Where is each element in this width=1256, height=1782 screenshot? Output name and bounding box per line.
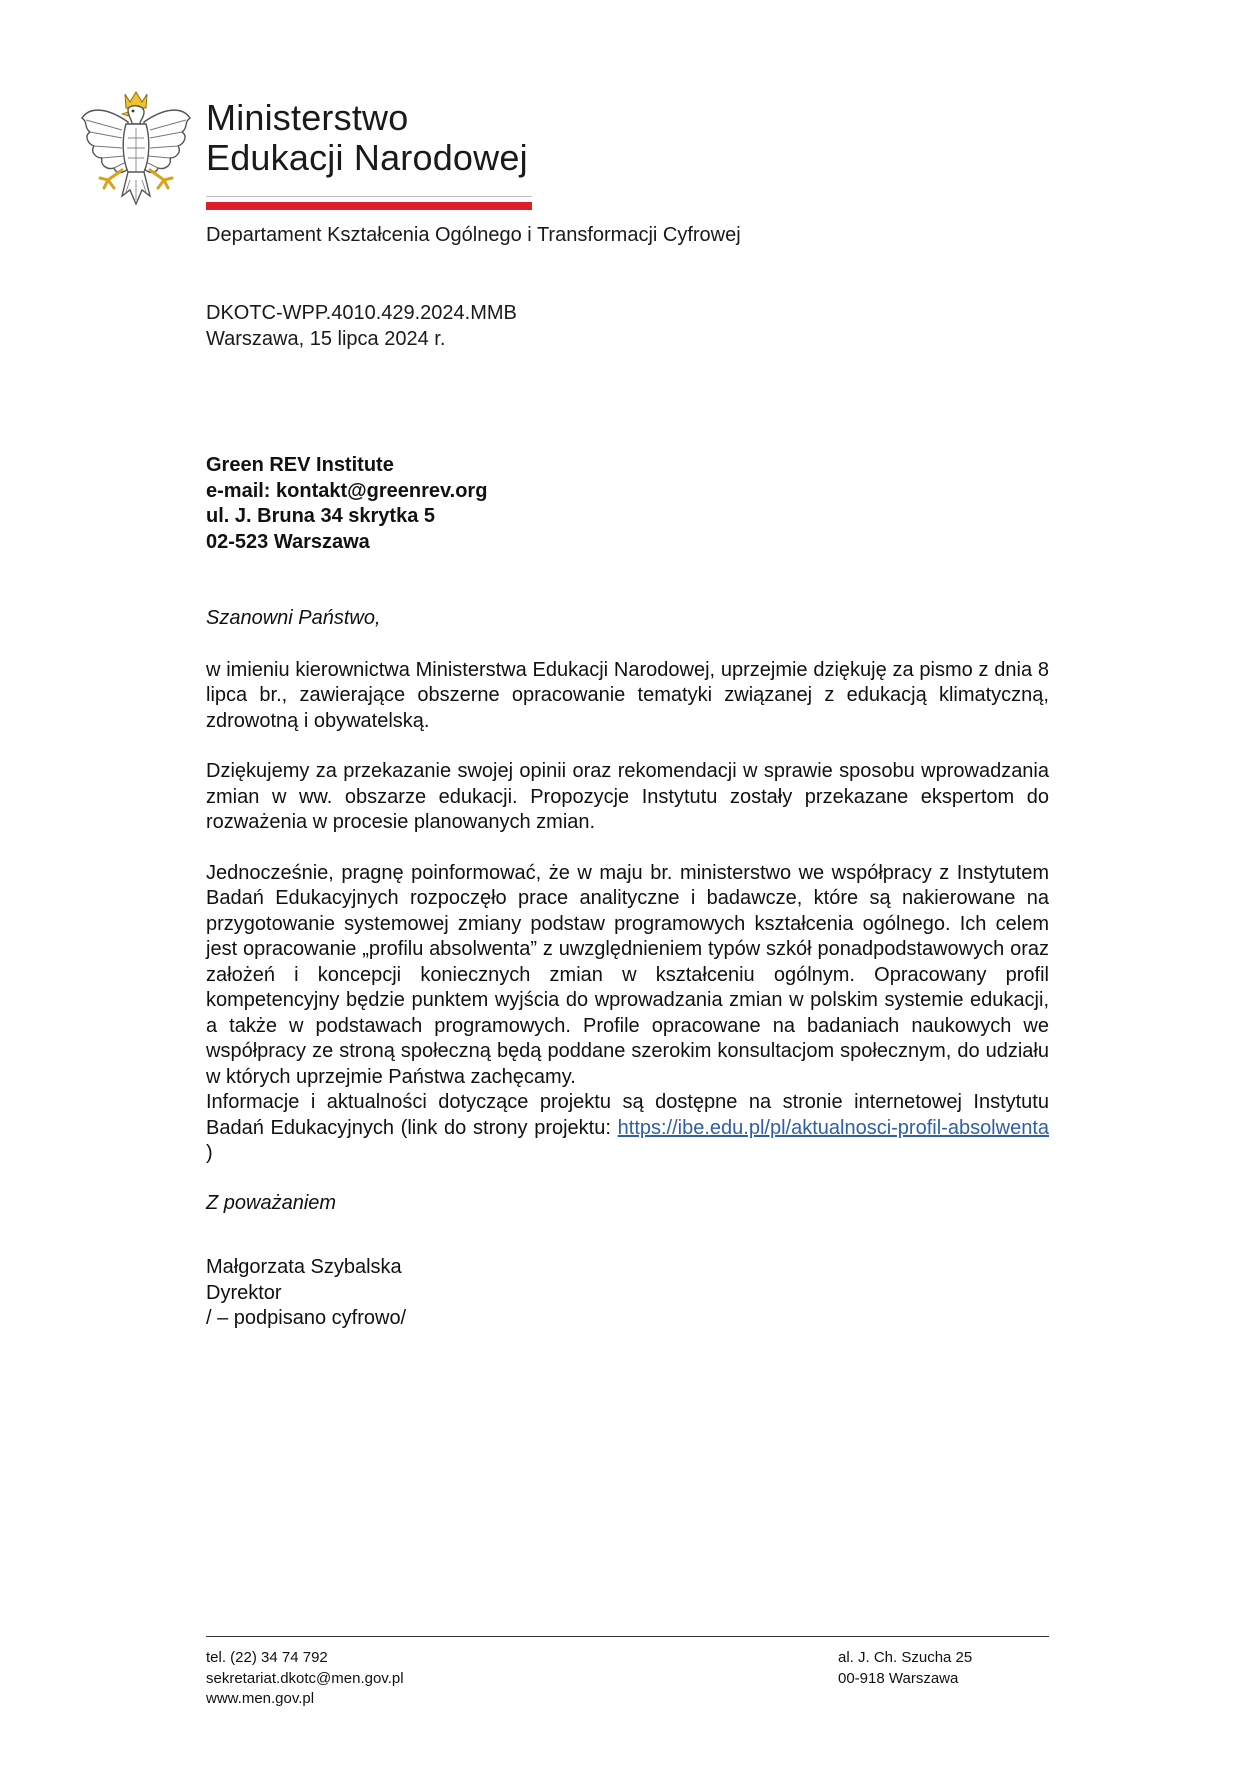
footer-phone: tel. (22) 34 74 792 [206,1649,328,1666]
footer-website[interactable]: www.men.gov.pl [206,1690,315,1707]
project-link[interactable]: https://ibe.edu.pl/pl/aktualnosci-profil-absolwenta [617,1116,1049,1139]
salutation: Szanowni Państwo, [206,607,381,629]
paragraph-1: w imieniu kierownictwa Ministerstwa Edukacji Narodowej, uprzejmie dziękuję za pismo z dnia 8 lipca br., zawierające obszerne opracowanie tematyki związanej z edukacją klimatyczną, zdrowotną i obywatelską. [206,658,1049,732]
paragraph-2: Dziękujemy za przekazanie swojej opinii oraz rekomendacji w sprawie sposobu wprowadzania zmian w ww. obszarze edukacji. Propozycje Instytutu zostały przekazane ekspertom do rozważenia w procesie planowanych zmian. [206,760,1049,833]
paragraph-4 [206,1090,1049,1167]
footer-divider [206,1636,1049,1637]
department-name: Departament Kształcenia Ogólnego i Transformacji Cyfrowej [206,224,741,246]
flag-bar [206,196,532,210]
signature-note: / – podpisano cyfrowo/ [206,1307,407,1329]
addressee-block [206,453,487,555]
addressee-name: Green REV Institute [206,454,394,476]
footer-address-line1: al. J. Ch. Szucha 25 [838,1649,973,1666]
footer-address [838,1648,972,1689]
signature-block [206,1255,406,1332]
footer-address-line2: 00-918 Warszawa [838,1669,959,1687]
footer-contact [206,1648,404,1710]
addressee-email: e-mail: kontakt@greenrev.org [206,479,488,502]
place-date: Warszawa, 15 lipca 2024 r. [206,328,446,350]
flag-bar-red [206,202,532,210]
closing: Z poważaniem [206,1191,337,1214]
signatory-title: Dyrektor [206,1281,282,1304]
reference-number: DKOTC-WPP.4010.429.2024.MMB [206,302,517,324]
footer-email[interactable]: sekretariat.dkotc@men.gov.pl [206,1669,404,1687]
ministry-name [206,98,528,178]
addressee-street: ul. J. Bruna 34 skrytka 5 [206,505,436,527]
letter-body [206,606,1049,1216]
ministry-name-line2: Edukacji Narodowej [206,137,528,178]
ministry-name-line1: Ministerstwo [206,97,409,138]
reference-block [206,300,517,352]
paragraph-4-suffix: ) [206,1142,213,1164]
addressee-city: 02-523 Warszawa [206,530,370,553]
signatory-name: Małgorzata Szybalska [206,1256,402,1278]
paragraph-3: Jednocześnie, pragnę poinformować, że w maju br. ministerstwo we współpracy z Instytutem Badań Edukacyjnych rozpoczęło prace analityczne i badawcze, które są nakierowane na przygotowanie systemowej zmiany podstaw programowych kształcenia ogólnego. Ich celem jest opracowanie „profilu absolwenta” z uwzględnieniem typów szkół ponadpodstawowych oraz założeń i koncepcji koniecznych zmian w kształceniu ogólnym. Opracowany profil kompetencyjny będzie punktem wyjścia do wprowadzania zmian w polskim systemie edukacji, a także w podstawach programowych. Profile opracowane na badaniach naukowych we współpracy ze stroną społeczną będą poddane szerokim konsultacjom społecznym, do udziału w których uprzejmie Państwa zachęcamy. [206,861,1049,1088]
paragraph-4-text: Informacje i aktualności dotyczące projektu są dostępne na stronie internetowej Instytutu Badań Edukacyjnych (link do strony projektu: [206,1091,1049,1139]
polish-white-eagle-icon [78,88,194,212]
